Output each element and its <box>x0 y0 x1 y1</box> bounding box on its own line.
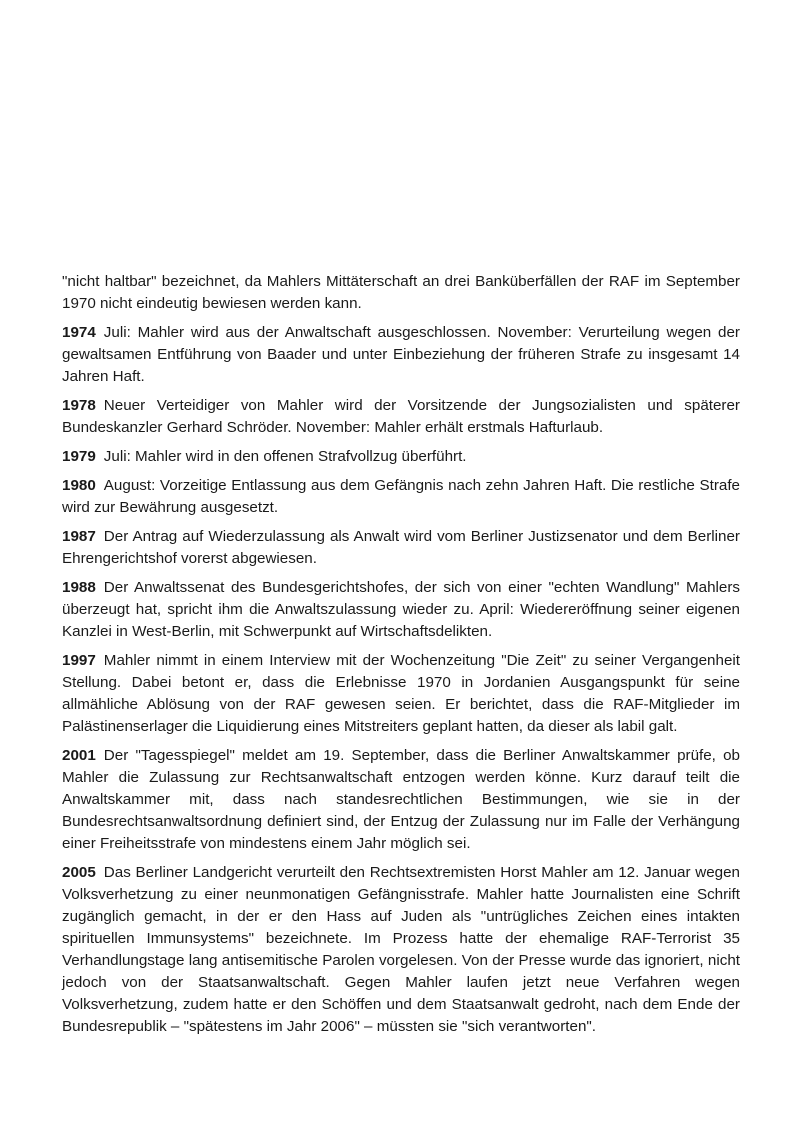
timeline-entry-1978 <box>62 395 740 439</box>
entry-year: 1987 <box>62 528 96 545</box>
timeline-entry-1979 <box>62 446 740 468</box>
entry-text: Juli: Mahler wird aus der Anwaltschaft ausgeschlossen. November: Verurteilung wegen der gewaltsamen Entführung von Baader und unter Einbeziehung der früheren Strafe zu insgesamt 14 Jahren Haft. <box>62 324 740 385</box>
entry-year: 1978 <box>62 397 96 414</box>
entry-text: Neuer Verteidiger von Mahler wird der Vorsitzende der Jungsozialisten und späterer Bundeskanzler Gerhard Schröder. November: Mahler erhält erstmals Hafturlaub. <box>62 397 740 436</box>
entry-text: Juli: Mahler wird in den offenen Strafvollzug überführt. <box>103 448 467 465</box>
timeline-entry-1974 <box>62 322 740 388</box>
entry-text: Der Anwaltssenat des Bundesgerichtshofes, der sich von einer "echten Wandlung" Mahlers überzeugt hat, spricht ihm die Anwaltszulassung wieder zu. April: Wiedereröffnung seiner eigenen Kanzlei in West-Berlin, mit Schwerpunkt auf Wirtschaftsdelikten. <box>62 579 740 640</box>
entry-year: 2001 <box>62 747 96 764</box>
timeline-entry-1987 <box>62 526 740 570</box>
entry-text: Mahler nimmt in einem Interview mit der Wochenzeitung "Die Zeit" zu seiner Vergangenheit Stellung. Dabei betont er, dass die Erlebnisse 1970 in Jordanien Ausgangspunkt für seine allmähliche Ablösung von der RAF gewesen seien. Er berichtet, dass die RAF-Mitglieder im Palästinenserlager die Liquidierung eines Mitstreiters geplant hatten, da dieser als labil galt. <box>62 652 740 735</box>
document-page <box>62 271 740 1045</box>
entry-text: Der "Tagesspiegel" meldet am 19. September, dass die Berliner Anwaltskammer prüfe, ob Mahler die Zulassung zur Rechtsanwaltschaft entzogen werden könne. Kurz darauf teilt die Anwaltskammer mit, dass nach standesrechtlichen Bestimmungen, wie sie in der Bundesrechtsanwaltsordnung definiert sind, der Entzug der Zulassung nur im Falle der Verhängung einer Freiheitsstrafe von mindestens einem Jahr möglich sei. <box>62 747 740 852</box>
entry-year: 2005 <box>62 864 96 881</box>
entry-year: 1974 <box>62 324 96 341</box>
entry-year: 1980 <box>62 477 96 494</box>
entry-year: 1979 <box>62 448 96 465</box>
entry-text: Das Berliner Landgericht verurteilt den Rechtsextremisten Horst Mahler am 12. Januar wegen Volksverhetzung zu einer neunmonatigen Gefängnisstrafe. Mahler hatte Journalisten eine Schrift zugänglich gemacht, in der er den Hass auf Juden als "untrügliches Zeichen eines intakten spirituellen Immunsystems" bezeichnete. Im Prozess hatte der ehemalige RAF-Terrorist 35 Verhandlungstage lang antisemitische Parolen vorgelesen. Von der Presse wurde das ignoriert, nicht jedoch von der Staatsanwaltschaft. Gegen Mahler laufen jetzt neue Verfahren wegen Volksverhetzung, zudem hatte er den Schöffen und dem Staatsanwalt gedroht, nach dem Ende der Bundesrepublik – "spätestens im Jahr 2006" – müssten sie "sich verantworten". <box>62 864 740 1035</box>
entry-year: 1997 <box>62 652 96 669</box>
timeline-entry-1988 <box>62 577 740 643</box>
intro-paragraph: "nicht haltbar" bezeichnet, da Mahlers Mittäterschaft an drei Banküberfällen der RAF im September 1970 nicht eindeutig bewiesen werden kann. <box>62 273 740 312</box>
timeline-entry-1980 <box>62 475 740 519</box>
timeline-entry-2005 <box>62 862 740 1038</box>
entry-text: Der Antrag auf Wiederzulassung als Anwalt wird vom Berliner Justizsenator und dem Berliner Ehrengerichtshof vorerst abgewiesen. <box>62 528 740 567</box>
timeline-entry-2001 <box>62 745 740 855</box>
timeline-entry-1997 <box>62 650 740 738</box>
entry-text: August: Vorzeitige Entlassung aus dem Gefängnis nach zehn Jahren Haft. Die restliche Strafe wird zur Bewährung ausgesetzt. <box>62 477 740 516</box>
entry-year: 1988 <box>62 579 96 596</box>
